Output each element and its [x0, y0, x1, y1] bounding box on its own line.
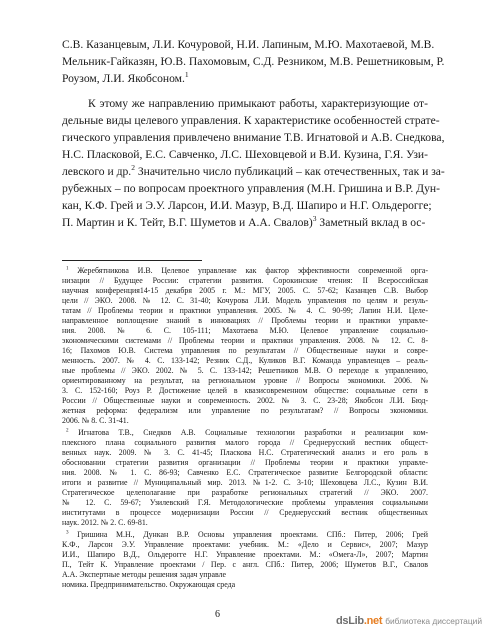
body-text: Заметный вклад в ос-	[316, 216, 426, 229]
footnote-line	[66, 266, 428, 276]
footnote-line: итоги и развитие // Муниципальный мир. 2013. №1-2. С. 3-10; Шеховцева Л.С., Кузин В.И.	[62, 478, 428, 487]
footnote-line	[66, 530, 428, 540]
footnote-text: Гришина М.Н., Дункан В.Р. Основы управления проектами. СПб.: Питер, 2006; Грей	[68, 530, 428, 539]
footnote-line: ния. 2008. № 1. С. 86-93; Савченко Е.С. Стратегическое развитие Белгородской области:	[62, 468, 428, 477]
footnote-line: наук. 2012. № 2. С. 69-81.	[62, 518, 148, 527]
footnote-mark: 1	[66, 265, 69, 272]
footnote-line: научная конференция14-15 декабря 2005 г. М.: МГУ, 2005. С. 57-62; Казанцев С.В. Выбор	[62, 286, 428, 295]
footnote-line: А.А. Экспертные методы решения задач управле	[62, 570, 227, 579]
watermark-logo	[336, 615, 382, 627]
footnote-text: Игнатова Т.В., Снедков А.В. Социальные технологии разработки и реализации ком-	[68, 428, 428, 437]
body-line: С.В. Казанцевым, Л.И. Кочуровой, Н.И. Лапиным, М.Ю. Махотаевой, М.В.	[62, 38, 435, 51]
footnote-line: жетная реформа: федерализм или управление по результатам? // Вопросы экономики.	[62, 406, 428, 415]
footnote-ref[interactable]: 1	[184, 70, 189, 80]
footnote-line: Стратегическое целеполагание при разработке региональных стратегий // ЭКО. 2007.	[62, 488, 428, 497]
body-line: Мельник-Гайказян, Ю.В. Пахомовым, С.Д. Резником, М.В. Решетниковым, Р.	[62, 55, 445, 68]
watermark-text: библиотека диссертаций	[385, 616, 482, 626]
body-text: Значительно число публикаций – как отечественных, так и за-	[134, 165, 445, 178]
footnote-line: направленное воплощение знаний в инновациях // Проблемы теории и практики управле-	[62, 316, 428, 325]
footnote-text: Жеребятникова И.В. Целевое управление как фактор эффективности современной орга-	[68, 266, 428, 275]
footnote-line: ные проблемы // ЭКО. 2002. № 5. С. 133-142; Решетников М.В. О переходе к управлению,	[62, 366, 428, 375]
body-line	[62, 72, 428, 86]
footnote-line: 3. С. 152-160; Роуз Р. Достижение целей в квазисовременном обществе: социальные сети в	[62, 386, 428, 395]
footnote-line: К.Ф., Ларсон Э.У. Управление проектами: учебник. М.: «Дело и Сервис», 2007; Мазур	[62, 540, 428, 549]
footnote-line: татам // Проблемы теории и практики управления. 2005. № 4. С. 90-99; Лапин Н.И. Целе-	[62, 306, 428, 315]
watermark-logo-accent: .net	[363, 615, 383, 627]
body-line-indented: К этому же направлению примыкают работы, характеризующие от-	[88, 97, 428, 110]
footnote-line: экономическими системами // Проблемы теории и практики управления. 2008. № 12. С. 8-	[62, 336, 428, 345]
footnote-ref[interactable]: 3	[312, 214, 317, 224]
watermark-logo-main: dsLib	[336, 615, 364, 627]
body-text: Роузом, Л.И. Якобсоном.	[62, 72, 185, 85]
footnote-line: 16; Пахомов Ю.В. Система управления по результатам // Общественные науки и совре-	[62, 346, 428, 355]
body-line	[62, 163, 445, 179]
footnote-line: номика. Предпринимательство. Окружающая среда	[62, 580, 236, 589]
footnote-line: низации // Будущее России: стратегии развития. Сорокинские чтения: II Всероссийская	[62, 276, 428, 285]
footnote-line: ния. 2008. № 6. С. 105-111; Махотаева М.Ю. Целевое управление социально-	[62, 326, 428, 335]
footnote-line: России // Общественные науки и современность. 2002. № 3. С. 23-28; Якобсон Л.И. Бюд-	[62, 396, 428, 405]
body-line	[62, 216, 428, 230]
body-line: кан, К.Ф. Грей и Э.У. Ларсон, И.И. Мазур, В.Д. Шапиро и Н.Г. Ольдерогге;	[62, 199, 432, 212]
footnote-mark: 3	[66, 529, 69, 536]
footnote-line: обосновании стратегии развития организации // Проблемы теории и практики управле-	[62, 458, 428, 467]
footnote-line: ориентированному на результат, на региональном уровне // Вопросы экономики. 2006. №	[62, 376, 428, 385]
footnote-line: П., Тейт К. Управление проектами / Пер. с англ. СПб.: Питер, 2006; Шуметов В.Г., Свалов	[62, 560, 428, 569]
footnote-line: № 12. С. 59-67; Узилевский Г.Я. Методологические проблемы управления социальными	[62, 498, 428, 507]
body-line: дельные виды целевого управления. К характеристике особенностей страте-	[62, 114, 440, 127]
footnote-line: плексного плана социального развития малого города // Среднерусский вестник общест-	[62, 438, 428, 447]
watermark[interactable]	[336, 610, 482, 632]
footnote-line: менность. 2007. № 4. С. 133-142; Резник С.Д., Куликов В.Г. Команда управленцев – реаль-	[62, 356, 428, 365]
body-line: гического управления привлечено внимание Т.В. Игнатовой и А.В. Снедкова,	[62, 131, 445, 144]
footnote-divider	[62, 260, 202, 261]
footnote-line: венных наук. 2009. № 3. С. 41-45; Пласкова Н.С. Стратегический анализ и его роль в	[62, 448, 428, 457]
body-text: П. Мартин и К. Тейт, В.Г. Шуметов и А.А. Свалов)	[62, 216, 313, 229]
footnote-line: институтами в процессе модернизации России // Среднерусский вестник общественных	[62, 508, 428, 517]
page-number: 6	[215, 609, 220, 620]
footnote-line	[66, 428, 428, 438]
footnote-line: 2006. № 8. С. 31-41.	[62, 416, 129, 425]
body-line: Н.С. Пласковой, Е.С. Савченко, Л.С. Шеховцевой и В.И. Кузина, Г.Я. Узи-	[62, 148, 428, 161]
body-text: левского и др.	[62, 165, 132, 178]
body-line: рубежных – по вопросам проектного управления (М.Н. Гришина и В.Р. Дун-	[62, 182, 440, 195]
footnote-mark: 2	[66, 427, 69, 434]
footnote-line: И.И., Шапиро В.Д., Ольдерогге Н.Г. Управление проектами. М.: «Омега-Л», 2007; Мартин	[62, 550, 428, 559]
footnote-line: цели // ЭКО. 2008. № 12. С. 31-40; Кочурова Л.И. Модель управления по целям и резуль-	[62, 296, 428, 305]
footnote-ref[interactable]: 2	[131, 163, 135, 173]
